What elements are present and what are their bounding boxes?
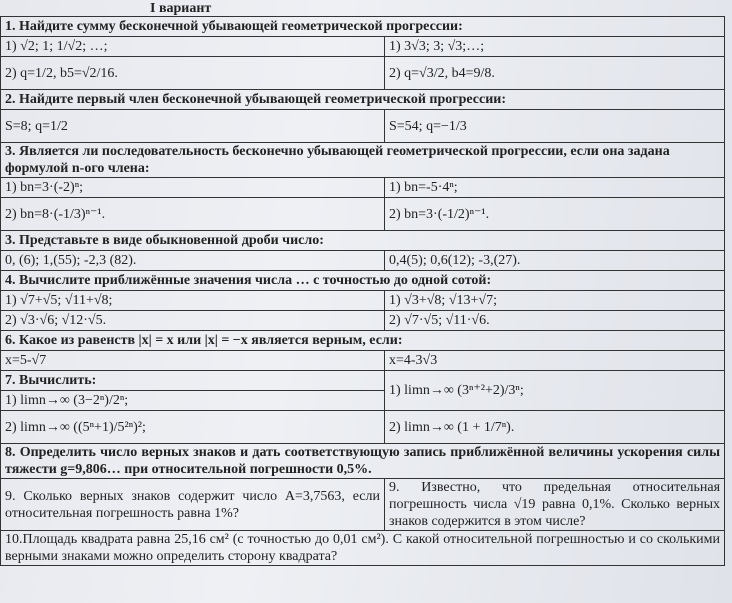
task4-item1-right: 0,4(5); 0,6(12); -3,(27). [385,251,725,271]
task3-item2-right: 2) bn=3·(-1/2)ⁿ⁻¹. [385,198,725,231]
task4-item1: 0, (6); 1,(55); -2,3 (82). [1,251,385,271]
task6-item1-right: x=4-3√3 [385,351,725,371]
task4-title: 3. Представьте в виде обыкновенной дроби число: [1,231,725,251]
task1-item2: 2) q=1/2, b5=√2/16. [1,57,385,90]
task5-item2: 2) √3·√6; √12·√5. [1,311,385,331]
task5-item2-right: 2) √7·√5; √11·√6. [385,311,725,331]
task1-title: 1. Найдите сумму бесконечной убывающей геометрической прогрессии: [1,17,725,37]
task1-item2-right: 2) q=√3/2, b4=9/8. [385,57,725,90]
task5-title: 4. Вычислите приближённые значения числа … с точностью до одной сотой: [1,271,725,291]
task3-item1-right: 1) bn=-5·4ⁿ; [385,178,725,198]
task5-item1-right: 1) √3+√8; √13+√7; [385,291,725,311]
task3-item2: 2) bn=8·(-1/3)ⁿ⁻¹. [1,198,385,231]
task3-title: 3. Является ли последовательность бесконечно убывающей геометрической прогрессии, если она задана формулой n-ого члена: [1,143,725,178]
task1-item1-right: 1) 3√3; 3; √3;…; [385,37,725,57]
variant-header: I вариант [150,1,212,16]
task6-title: 6. Какое из равенств |x| = x или |x| = −x является верным, если: [1,331,725,351]
task2-item1-right: S=54; q=−1/3 [385,110,725,143]
task7-item1-right: 1) limn→∞ (3ⁿ⁺²+2)/3ⁿ; [385,371,725,411]
task2-title: 2. Найдите первый член бесконечной убывающей геометрической прогрессии: [1,90,725,110]
task-table [0,16,725,566]
task10: 10.Площадь квадрата равна 25,16 см² (с точностью до 0,01 см²). С какой относительной погрешностью и со сколькими верными знаками можно определить сторону квадрата? [1,531,725,566]
task2-item1: S=8; q=1/2 [1,110,385,143]
task7-item2-right: 2) limn→∞ (1 + 1/7ⁿ). [385,411,725,444]
task3-item1: 1) bn=3·(-2)ⁿ; [1,178,385,198]
task7-item2: 2) limn→∞ ((5ⁿ+1)/5²ⁿ)²; [1,411,385,444]
task7-item1: 1) limn→∞ (3−2ⁿ)/2ⁿ; [1,391,385,411]
task8: 8. Определить число верных знаков и дать соответствующую запись приближённой величины ускорения силы тяжести g=9,806… при относительной погрешности 0,5%. [1,444,725,479]
task7-title: 7. Вычислить: [1,371,385,391]
task1-item1: 1) √2; 1; 1/√2; …; [1,37,385,57]
task9-left: 9. Сколько верных знаков содержит число A=3,7563, если относительная погрешность равна 1%? [1,479,385,531]
task5-item1: 1) √7+√5; √11+√8; [1,291,385,311]
task9-right: 9. Известно, что предельная относительная погрешность числа √19 равна 0,1%. Сколько верных знаков содержится в этом числе? [385,479,725,531]
task6-item1: x=5-√7 [1,351,385,371]
